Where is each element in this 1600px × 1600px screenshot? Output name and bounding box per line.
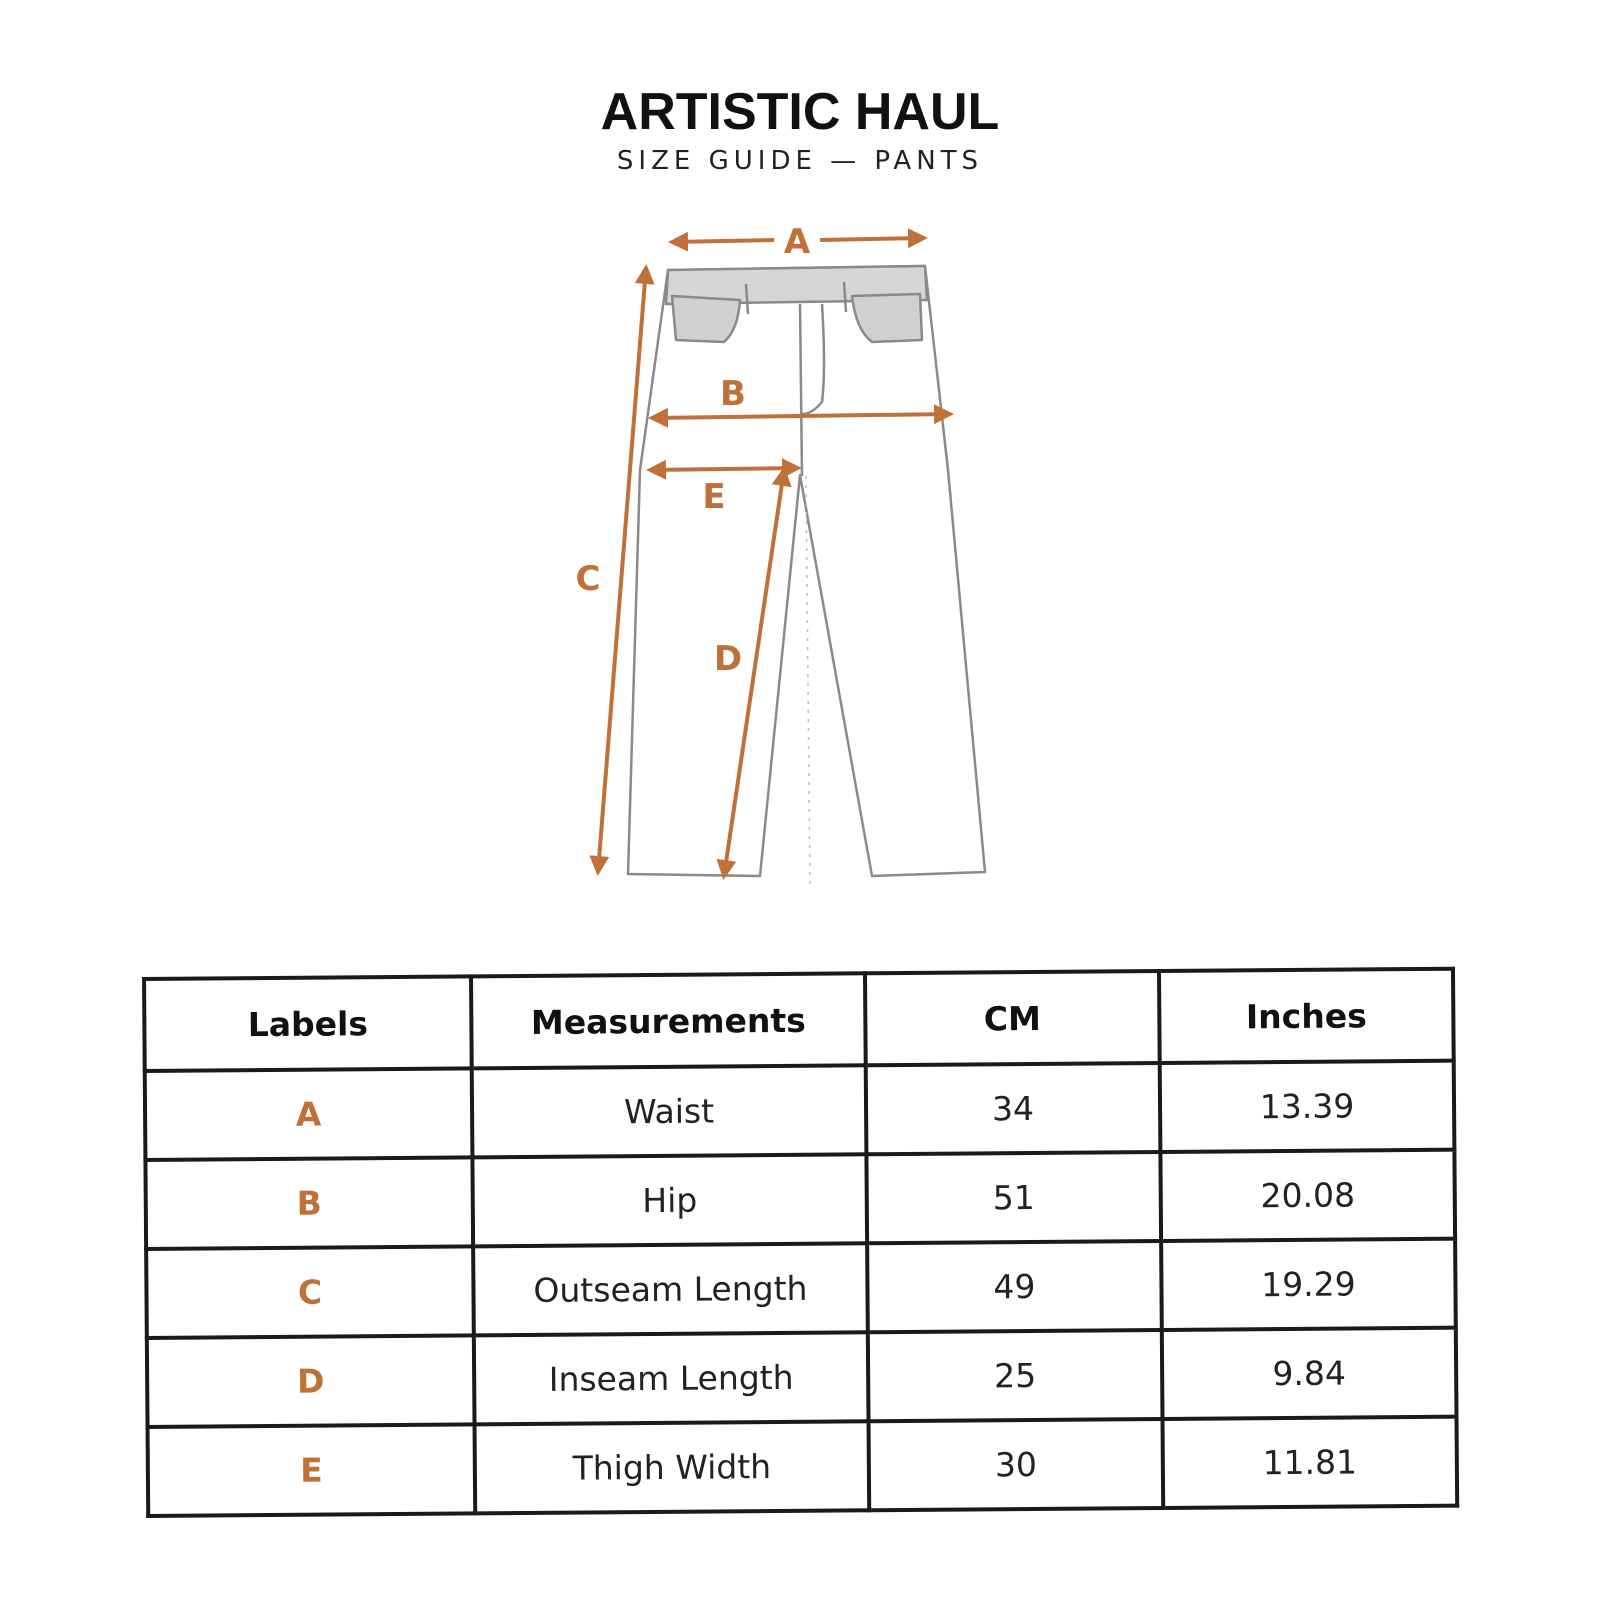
- callout-b: B: [720, 374, 746, 414]
- row-label: D: [147, 1335, 475, 1427]
- row-measurement: Thigh Width: [475, 1421, 870, 1513]
- callout-c: C: [575, 559, 601, 599]
- row-cm: 25: [868, 1330, 1163, 1421]
- row-measurement: Hip: [472, 1154, 867, 1246]
- brand-title: ARTISTIC HAUL: [600, 83, 1000, 141]
- pants-outline: [628, 266, 985, 890]
- arrow-e: [650, 468, 798, 470]
- header-inches: Inches: [1159, 969, 1454, 1063]
- row-inches: 19.29: [1161, 1239, 1456, 1330]
- table-header-row: [144, 969, 1454, 1071]
- table-row: [147, 1328, 1457, 1427]
- row-measurement: Inseam Length: [474, 1332, 869, 1424]
- row-label: C: [146, 1246, 474, 1338]
- row-inches: 9.84: [1162, 1328, 1457, 1419]
- size-table-container: [142, 967, 1459, 1518]
- row-label: A: [145, 1068, 473, 1160]
- row-cm: 30: [869, 1419, 1164, 1510]
- row-cm: 49: [867, 1241, 1162, 1332]
- callout-a: A: [783, 222, 811, 262]
- table-row: [145, 1061, 1455, 1160]
- row-cm: 34: [866, 1063, 1161, 1154]
- row-cm: 51: [866, 1152, 1161, 1243]
- header-labels: Labels: [144, 976, 472, 1071]
- row-inches: 11.81: [1163, 1417, 1458, 1508]
- row-inches: 20.08: [1160, 1150, 1455, 1241]
- arrow-a-right: [820, 238, 924, 240]
- header-cm: CM: [865, 971, 1160, 1065]
- table-row: [145, 1150, 1455, 1249]
- row-measurement: Waist: [472, 1065, 867, 1157]
- size-table: [142, 967, 1459, 1518]
- row-label: B: [145, 1157, 473, 1249]
- header-measurements: Measurements: [471, 973, 866, 1068]
- table-row: [146, 1239, 1456, 1338]
- arrow-a-left: [672, 240, 774, 242]
- table-row: [148, 1417, 1458, 1516]
- callout-d: D: [713, 639, 743, 679]
- page-subtitle: SIZE GUIDE — PANTS: [616, 146, 984, 176]
- row-measurement: Outseam Length: [473, 1243, 868, 1335]
- row-inches: 13.39: [1160, 1061, 1455, 1152]
- callout-e: E: [702, 477, 726, 517]
- row-label: E: [148, 1424, 476, 1516]
